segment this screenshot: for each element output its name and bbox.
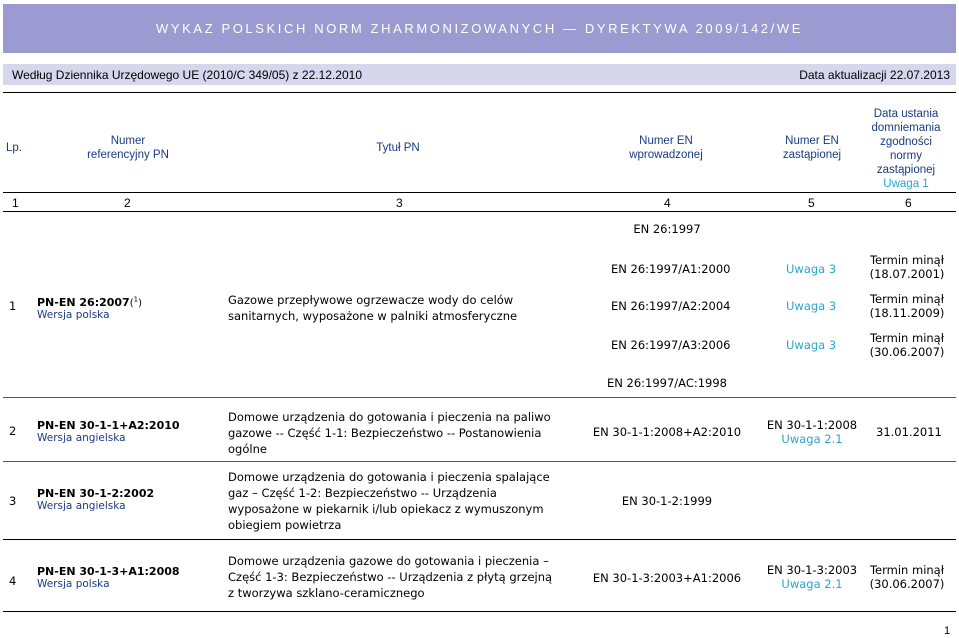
row4-version: Wersja polska [37, 578, 110, 590]
header-date-note: Uwaga 1 [883, 178, 929, 190]
row2-title-line3: ogólne [228, 442, 267, 456]
row1-en-tail: EN 26:1997/AC:1998 [606, 376, 727, 390]
row4-title-line2: Część 1-3: Bezpieczeństwo -- Urządzenia z płytą grzejną [228, 570, 553, 584]
row4-date [862, 563, 952, 591]
header-date-line4: normy [890, 150, 922, 162]
row2-title-line1: Domowe urządzenia do gotowania i pieczenia na paliwo [228, 410, 551, 424]
row1-pn: PN-EN 26:2007($^1$) Wersja polska [37, 295, 142, 321]
row1-lp: 1 [9, 299, 17, 313]
header-ref-line1: Numer [110, 135, 146, 147]
header-top-rule [3, 92, 956, 93]
journal-reference: Według Dziennika Urzędowego UE (2010/C 349/05) z 22.12.2010 [12, 68, 362, 82]
row1-sub2-date-line2: (18.11.2009) [869, 306, 945, 320]
row1-bottom-rule [3, 397, 956, 398]
row4-en-old [756, 563, 868, 591]
row2-pn-number: PN-EN 30-1-1+A2:2010 [37, 419, 180, 432]
header-bottom-rule [3, 192, 956, 193]
header-en-old-line2: zastąpionej [782, 149, 842, 161]
row2-en-old [756, 418, 868, 446]
row4-date-line1: Termin minął [869, 563, 944, 577]
page-banner [3, 4, 956, 53]
row1-pn-footnote: 1 [133, 295, 139, 304]
row1-sub2-en: EN 26:1997/A2:2004 [611, 299, 731, 313]
row2-title-line2: gazowe -- Część 1-1: Bezpieczeństwo -- Postanowienia [228, 426, 542, 440]
colnum-3: 3 [396, 196, 403, 210]
row1-title-line2: sanitarnych, wyposażone w palniki atmosferyczne [228, 309, 518, 323]
row4-title-line1: Domowe urządzenia gazowe do gotowania i pieczenia – [228, 554, 549, 568]
row3-lp: 3 [9, 494, 17, 508]
header-ref-line2: referencyjny PN [87, 149, 169, 161]
row2-date: 31.01.2011 [876, 425, 942, 439]
row4-pn-number: PN-EN 30-1-3+A1:2008 [37, 565, 180, 578]
header-date-line3: zgodności [880, 136, 932, 148]
page-number: 1 [944, 625, 951, 637]
row1-version: Wersja polska [37, 309, 110, 321]
row3-title-line4: obiegiem powietrza [228, 518, 342, 532]
header-ref-number [68, 134, 188, 162]
row3-en-new: EN 30-1-2:1999 [621, 494, 713, 508]
row3-bottom-rule [3, 539, 956, 540]
header-date-line2: domniemania [871, 122, 941, 134]
colnum-4: 4 [664, 196, 671, 210]
row1-sub1-en: EN 26:1997/A1:2000 [611, 262, 731, 276]
row3-title-line1: Domowe urządzenia do gotowania i pieczenia spalające [228, 470, 550, 484]
header-date [846, 107, 959, 191]
header-en-old-line1: Numer EN [785, 135, 839, 147]
row1-sub3-note: Uwaga 3 [786, 338, 837, 352]
header-en-new-line2: wprowadzonej [629, 149, 703, 161]
row1-sub1-date [862, 253, 952, 281]
info-bar [3, 64, 956, 85]
row1-sub2-note: Uwaga 3 [786, 299, 837, 313]
row1-sub3-date-line2: (30.06.2007) [869, 345, 945, 359]
row4-en-new: EN 30-1-3:2003+A1:2006 [592, 571, 742, 585]
row3-title-line2: gaz – Część 1-2: Bezpieczeństwo -- Urządzenia [228, 486, 497, 500]
row4-title [228, 553, 552, 601]
row2-pn [37, 419, 180, 444]
row3-pn-number: PN-EN 30-1-2:2002 [37, 487, 155, 500]
row1-sub1-date-line2: (18.07.2001) [869, 267, 945, 281]
row1-sub3-date [862, 331, 952, 359]
row1-title-line1: Gazowe przepływowe ogrzewacze wody do celów [228, 293, 514, 307]
row4-title-line3: z tworzywa szklano-ceramicznego [228, 586, 425, 600]
row2-lp: 2 [9, 424, 17, 438]
row4-lp: 4 [9, 574, 17, 588]
row3-pn [37, 487, 154, 512]
row4-en-old-number: EN 30-1-3:2003 [766, 563, 858, 577]
row2-bottom-rule [3, 461, 956, 462]
colnum-2: 2 [124, 196, 131, 210]
row1-sub2-date [862, 292, 952, 320]
header-date-line1: Data ustania [873, 108, 939, 120]
row1-title [228, 292, 517, 324]
row1-sub1-date-line1: Termin minął [869, 253, 944, 267]
header-en-introduced [606, 134, 726, 162]
row2-en-old-number: EN 30-1-1:2008 [766, 418, 858, 432]
row1-sub1-note: Uwaga 3 [786, 262, 837, 276]
header-title: Tytuł PN [376, 142, 420, 154]
colnum-5: 5 [808, 196, 815, 210]
row2-en-old-note: Uwaga 2.1 [781, 432, 843, 446]
row1-sub2-date-line1: Termin minął [869, 292, 944, 306]
row1-sub3-en: EN 26:1997/A3:2006 [611, 338, 731, 352]
row4-date-line2: (30.06.2007) [869, 577, 945, 591]
row3-title-line3: wyposażone w piekarnik i/lub opiekacz z wymuszonym [228, 502, 544, 516]
colnum-rule [3, 211, 956, 212]
row1-en-head: EN 26:1997 [633, 222, 701, 236]
row3-version: Wersja angielska [37, 500, 126, 512]
row1-pn-number: PN-EN 26:2007 [37, 296, 130, 309]
colnum-6: 6 [905, 196, 912, 210]
row2-title [228, 409, 551, 457]
update-date: Data aktualizacji 22.07.2013 [799, 68, 950, 82]
row2-en-new: EN 30-1-1:2008+A2:2010 [592, 425, 742, 439]
banner-text: WYKAZ POLSKICH NORM ZHARMONIZOWANYCH — DYREKTYWA 2009/142/WE [156, 21, 803, 36]
row1-sub3-date-line1: Termin minął [869, 331, 944, 345]
header-date-line5: zastąpionej [876, 164, 936, 176]
row4-pn [37, 565, 180, 590]
row2-version: Wersja angielska [37, 432, 126, 444]
row4-bottom-rule [3, 611, 956, 612]
row3-title [228, 469, 550, 533]
header-en-new-line1: Numer EN [639, 135, 693, 147]
row4-en-old-note: Uwaga 2.1 [781, 577, 843, 591]
colnum-1: 1 [12, 196, 19, 210]
header-lp: Lp. [6, 142, 22, 154]
